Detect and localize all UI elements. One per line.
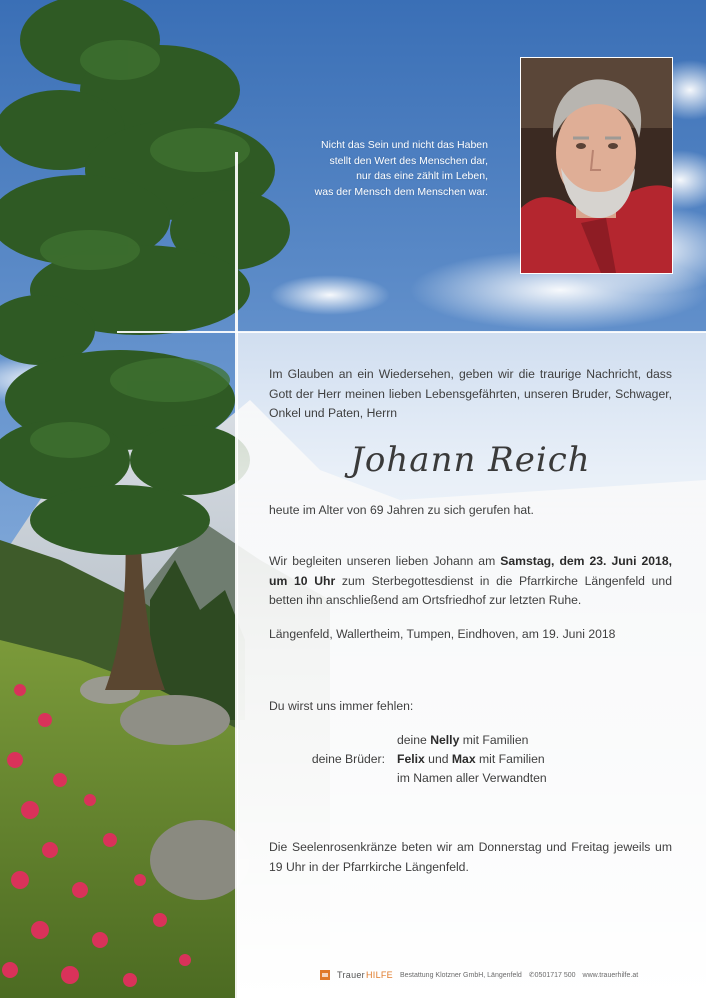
funeral-time: um 10 Uhr — [269, 573, 336, 588]
mourner-suffix: mit Familien — [475, 752, 545, 766]
trauerhilfe-logo-icon — [320, 970, 330, 980]
mourner-name: Max — [451, 752, 476, 766]
text-panel — [237, 332, 706, 998]
funeral-date: Samstag, dem 23. Juni 2018, — [500, 554, 672, 568]
footer-company: Bestattung Klotzner GmbH, Längenfeld — [400, 971, 522, 979]
footer-website[interactable]: www.trauerhilfe.at — [582, 971, 639, 979]
memorial-quote — [288, 138, 488, 200]
intro-paragraph: Im Glauben an ein Wiedersehen, geben wir die traurige Nachricht, dass Gott der Herr meinen lieben Lebensgefährten, unseren Bruder, Schwager, Onkel und Paten, Herrn — [269, 367, 672, 420]
mourner-entry — [397, 750, 545, 770]
portrait-photo — [521, 58, 672, 273]
footer-bar — [320, 968, 638, 982]
funeral-text-pre: Wir begleiten unseren lieben Johann am — [269, 554, 501, 568]
cross-horizontal-bar — [117, 331, 237, 333]
panel-divider — [237, 331, 706, 333]
footer-brand-b: HILFE — [365, 970, 393, 980]
place-date-line: Längenfeld, Wallertheim, Tumpen, Eindhoven, am 19. Juni 2018 — [269, 627, 616, 641]
funeral-paragraph — [269, 552, 672, 611]
footer-phone: ✆0501717 500 — [528, 972, 576, 979]
quote-line: stellt den Wert des Menschen dar, — [329, 154, 488, 167]
mourner-conjunction: und — [424, 752, 452, 766]
mourner-name: Nelly — [430, 733, 460, 747]
mourner-entry: im Namen aller Verwandten — [397, 771, 547, 785]
cross-vertical-bar — [235, 152, 238, 998]
mourner-entry — [397, 731, 528, 751]
mourner-suffix: mit Familien — [459, 733, 529, 747]
age-line: heute im Alter von 69 Jahren zu sich gerufen hat. — [269, 503, 534, 517]
quote-line: nur das eine zählt im Leben, — [356, 170, 488, 182]
rosary-paragraph: Die Seelenrosenkränze beten wir am Donnerstag und Freitag jeweils um 19 Uhr in der Pfarrkirche Längenfeld. — [269, 840, 672, 874]
mourner-prefix: deine — [397, 733, 431, 747]
mourner-name: Felix — [397, 752, 425, 766]
quote-line: Nicht das Sein und nicht das Haben — [321, 139, 488, 151]
footer-brand-a: Trauer — [337, 970, 365, 980]
miss-you-line: Du wirst uns immer fehlen: — [269, 699, 414, 713]
mourner-label: deine Brüder: — [311, 752, 385, 766]
deceased-name: Johann Reich — [350, 440, 591, 480]
funeral-text-post: zum Sterbegottesdienst in die Pfarrkirche Längenfeld und betten ihn anschließend am Ortsfriedhof zur letzten Ruhe. — [269, 573, 672, 607]
quote-line: was der Mensch dem Menschen war. — [314, 185, 488, 198]
